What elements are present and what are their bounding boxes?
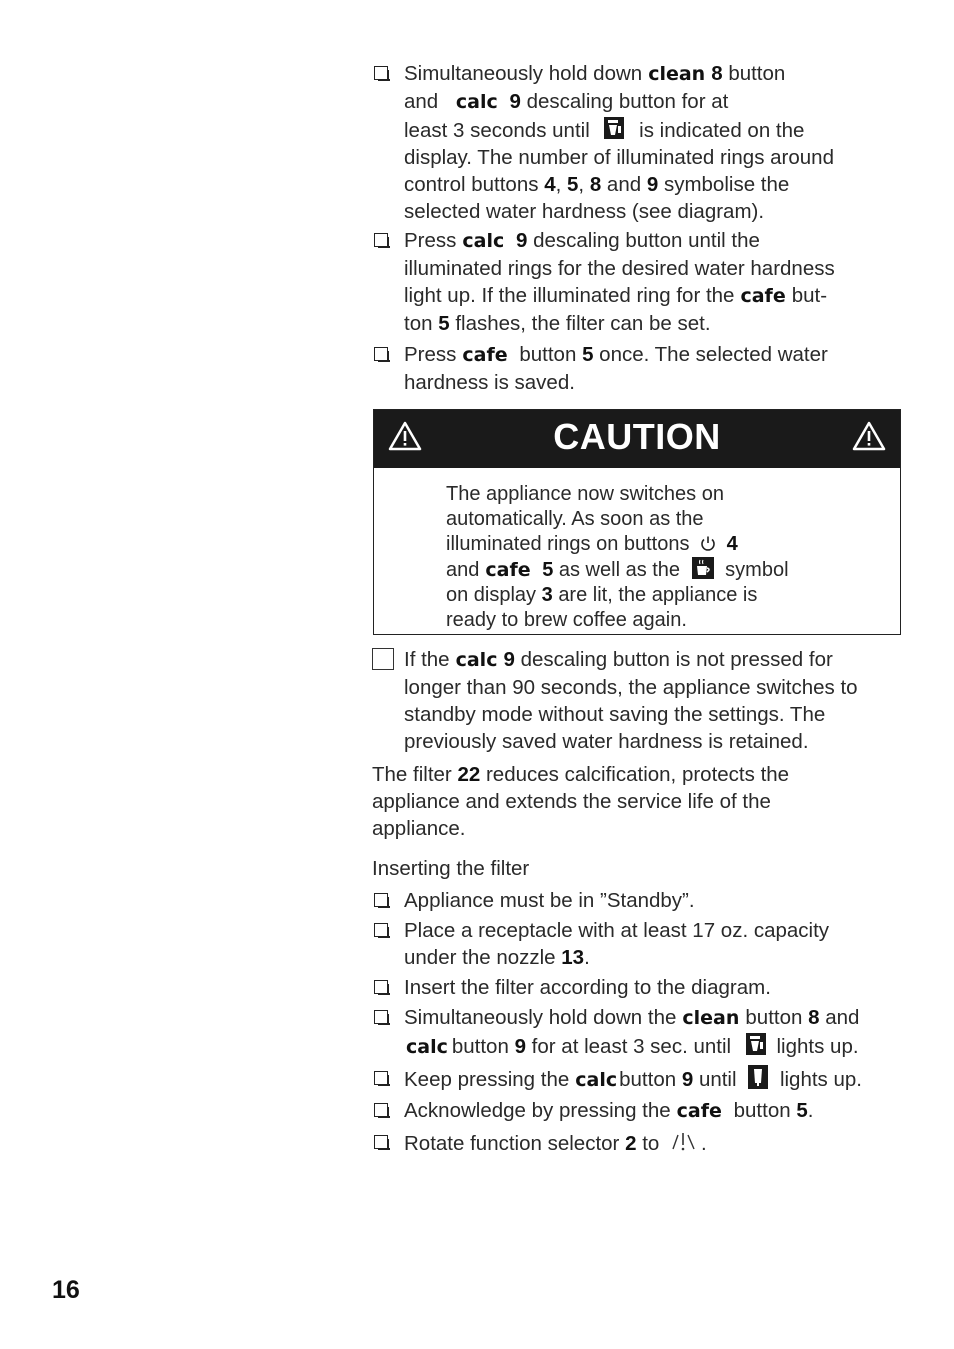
page-number: 16 (52, 1276, 80, 1304)
inserting-filter-section (372, 855, 904, 1157)
filter-cartridge-icon (748, 1065, 768, 1089)
caution-header (374, 410, 900, 468)
list-item: Acknowledge by pressing the cafe button 5. (372, 1097, 904, 1125)
checkbox-bullet-icon (374, 1135, 388, 1149)
calc-button-label: calc (462, 230, 505, 252)
section-heading: Inserting the filter (372, 857, 530, 880)
warning-triangle-icon (852, 421, 886, 451)
filter-display-icon (603, 116, 625, 140)
steam-nozzle-icon (669, 1129, 699, 1153)
step-press-calc: Press calc 9 descaling button until the illuminated rings for the desired water hardness light up. If the illuminated ring for the cafe but- ton 5 flashes, the filter can be set. (372, 227, 904, 337)
caution-title: CAUTION (553, 416, 721, 457)
note-square-icon (372, 648, 394, 670)
step-hold-clean-calc: Simultaneously hold down clean 8 button and calc 9 descaling button for at least 3 seconds until is indicated on the display. The number of illuminated rings around control buttons 4, 5, 8 and 9 symbolise the selected water hardness (see diagram). (372, 60, 904, 225)
checkbox-bullet-icon (374, 347, 388, 361)
checkbox-bullet-icon (374, 233, 388, 247)
calc-button-label: calc (455, 91, 498, 113)
step-press-cafe: Press cafe button 5 once. The selected water hardness is saved. (372, 341, 904, 396)
cafe-button-label: cafe (485, 559, 531, 581)
list-item: Rotate function selector 2 to . (372, 1129, 904, 1157)
list-item: Place a receptacle with at least 17 oz. capacity under the nozzle 13. (372, 917, 904, 971)
calc-button-label: calc (455, 649, 498, 671)
checkbox-bullet-icon (374, 980, 388, 994)
note-block (372, 646, 904, 755)
list-item: Keep pressing the calcbutton 9 until lights up. (372, 1065, 904, 1094)
cafe-button-label: cafe (462, 344, 508, 366)
cafe-button-label: cafe (676, 1100, 722, 1122)
calc-button-label: calc (406, 1036, 448, 1058)
checkbox-bullet-icon (374, 1071, 388, 1085)
list-item: Appliance must be in ”Standby”. (372, 887, 904, 914)
caution-box (373, 409, 901, 635)
clean-button-label: clean (648, 63, 706, 85)
instruction-steps (372, 60, 904, 396)
power-icon (699, 535, 717, 553)
checkbox-bullet-icon (374, 66, 388, 80)
note-calc-timeout: If the calc 9 descaling button is not pressed for longer than 90 seconds, the appliance switches to standby mode without saving the settings. The previously saved water hardness is retained. (372, 646, 904, 755)
list-item: Simultaneously hold down the clean button 8 and calc button 9 for at least 3 sec. until lights up. (372, 1004, 904, 1061)
filter-paragraph: The filter 22 reduces calcification, protects the appliance and extends the service life of the appliance. (372, 763, 790, 840)
checkbox-bullet-icon (374, 1010, 388, 1024)
checkbox-bullet-icon (374, 923, 388, 937)
clean-button-label: clean (682, 1007, 740, 1029)
caution-text: The appliance now switches on automatically. As soon as the illuminated rings on buttons 4 and cafe 5 as well as the symbol on display 3 are lit, the appliance is ready to brew coffee again. (446, 483, 789, 631)
cafe-button-label: cafe (740, 285, 786, 307)
calc-button-label: calc (575, 1069, 618, 1091)
checkbox-bullet-icon (374, 1103, 388, 1117)
checkbox-bullet-icon (374, 893, 388, 907)
filter-display-icon (745, 1032, 767, 1056)
coffee-cup-icon (692, 557, 714, 579)
list-item: Insert the filter according to the diagram. (372, 974, 904, 1001)
